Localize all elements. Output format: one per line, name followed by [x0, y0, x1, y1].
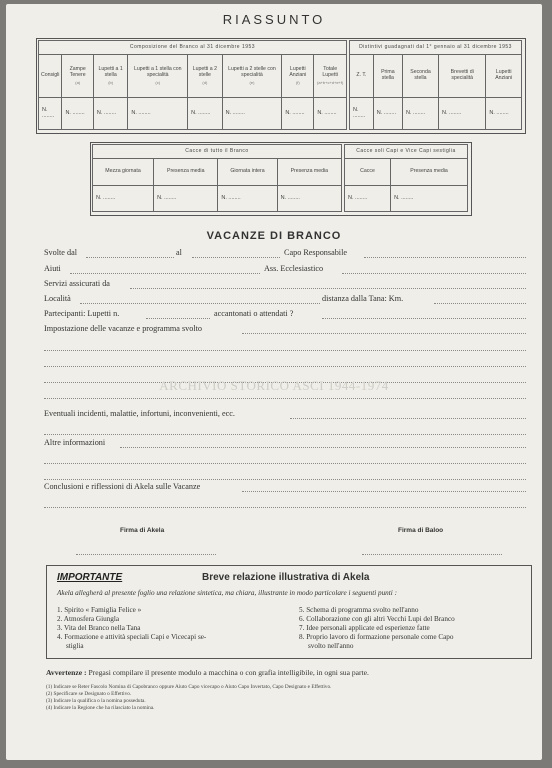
accantonati-field[interactable] — [322, 318, 526, 319]
servizi-field[interactable] — [130, 288, 526, 289]
column-header — [128, 54, 188, 97]
column-header — [93, 159, 154, 185]
importante-list-right — [299, 606, 455, 651]
column-header — [154, 159, 218, 185]
list-item: 4. Formazione e attività speciali Capi e Vicecapi se- — [57, 633, 207, 641]
count-cell[interactable]: N. ........ — [222, 97, 282, 129]
footnote: (2) Specificare se Designato o Effettivo. — [46, 691, 132, 697]
column-header — [391, 159, 468, 185]
column-label: Seconda stella — [410, 68, 431, 81]
list-item: 1. Spirito « Famiglia Felice » — [57, 606, 142, 614]
accantonati-label: accantonati o attendati ? — [214, 309, 294, 318]
list-item: stiglia — [66, 642, 84, 650]
conclusioni-field-1[interactable] — [242, 491, 526, 492]
hunts-capi-table — [344, 144, 468, 212]
aiuti-label: Aiuti — [44, 264, 61, 273]
column-header — [188, 54, 222, 97]
importante-label: IMPORTANTE — [57, 572, 123, 583]
archive-watermark: ARCHIVIO STORICO ASCI 1944-1974 — [159, 378, 389, 393]
column-header — [373, 54, 402, 97]
importante-box — [46, 565, 532, 659]
list-item: 3. Vita del Branco nella Tana — [57, 624, 141, 632]
vacanze-heading: VACANZE DI BRANCO — [206, 230, 342, 242]
distanza-field[interactable] — [434, 303, 526, 304]
avvertenze-text: Pregasi compilare il presente modulo a macchina o con grafia intelligibile, in ogni sua parte. — [88, 668, 369, 677]
conclusioni-label: Conclusioni e riflessioni di Akela sulle Vacanze — [44, 482, 201, 491]
list-item: 5. Schema di programma svolto nell'anno — [299, 606, 419, 614]
composition-header: Composizione del Branco al 31 dicembre 1953 — [39, 41, 347, 55]
aiuti-field[interactable] — [70, 273, 260, 274]
column-note: (c) — [155, 79, 161, 85]
page-title: RIASSUNTO — [222, 12, 326, 27]
column-label: Prima stella — [381, 68, 395, 81]
al-field[interactable] — [192, 257, 280, 258]
badges-header: Distintivi guadagnati dal 1° gennaio al 31 dicembre 1953 — [350, 41, 522, 55]
list-item: svolto nell'anno — [308, 642, 354, 650]
count-cell[interactable]: N. ........ — [345, 185, 391, 211]
hunts-capi-header: Cacce soli Capi e Vice Capi sestiglia — [345, 145, 468, 159]
distanza-label: distanza dalla Tana: Km. — [322, 294, 404, 303]
column-header — [39, 54, 62, 97]
column-header — [277, 159, 341, 185]
footnotes — [46, 684, 331, 712]
altre-informazioni-label: Altre informazioni — [44, 438, 106, 447]
badges-table — [349, 40, 522, 130]
svolte-dal-field[interactable] — [86, 257, 174, 258]
column-header — [93, 54, 127, 97]
al-label: al — [176, 248, 182, 257]
column-label: Lupetti Anziani — [495, 68, 513, 81]
ass-ecclesiastico-label: Ass. Ecclesiastico — [264, 264, 324, 273]
form-sheet — [6, 4, 542, 760]
column-label: Presenza media — [410, 167, 448, 174]
footnote: (4) Indicare la Regione che ha rilasciato la nomina. — [46, 705, 155, 711]
firma-akela-field[interactable] — [76, 554, 216, 555]
footnote: (1) Indicare se Reter Fascolo Nomina di Capobranco oppure Aiuto Capo vicecapo o Aiuto Capo Invertato, Capo Designato e Effettivo. — [46, 684, 332, 690]
impostazione-field-2[interactable] — [44, 350, 526, 351]
avvertenze — [46, 668, 369, 677]
count-cell[interactable]: N. ........ — [314, 97, 347, 129]
column-note: (d) — [202, 79, 208, 85]
servizi-label: Servizi assicurati da — [44, 279, 110, 288]
column-header — [402, 54, 438, 97]
column-label: Zampe Tenere — [69, 65, 86, 78]
count-cell[interactable]: N. ........ — [154, 185, 218, 211]
column-label: Consigli — [41, 71, 60, 78]
impostazione-label: Impostazione delle vacanze e programma svolto — [44, 324, 203, 333]
count-cell[interactable]: N. ........ — [62, 97, 93, 129]
column-header — [314, 54, 347, 97]
column-label: Lupetti a 2 stelle con specialità — [228, 65, 276, 78]
column-header — [439, 54, 486, 97]
count-cell[interactable]: N. ........ — [128, 97, 188, 129]
count-cell[interactable]: N. ........ — [218, 185, 277, 211]
count-cell[interactable]: N. ........ — [439, 97, 486, 129]
column-note: (f) — [295, 79, 300, 85]
incidenti-label: Eventuali incidenti, malattie, infortuni, inconvenienti, ecc. — [44, 409, 235, 418]
column-label: Mezza giornata — [105, 167, 141, 174]
column-label: Totale Lupetti — [322, 65, 338, 78]
impostazione-field-1[interactable] — [242, 333, 526, 334]
firma-baloo-label: Firma di Baloo — [398, 527, 444, 534]
count-cell[interactable]: N. ........ — [277, 185, 341, 211]
importante-intro: Akela allegherà al presente foglio una relazione sintetica, ma chiara, illustrante in modo particolare i seguenti punti : — [57, 589, 397, 597]
hunts-branco-table — [92, 144, 342, 212]
avvertenze-label: Avvertenze : — [46, 668, 87, 677]
count-cell[interactable]: N. ........ — [93, 185, 154, 211]
partecipanti-field[interactable] — [146, 318, 210, 319]
column-label: Brevetti di specialità — [450, 68, 474, 81]
impostazione-field-5[interactable] — [44, 398, 526, 399]
count-cell[interactable]: N. ........ — [402, 97, 438, 129]
count-cell[interactable]: N. ........ — [39, 97, 62, 129]
capo-responsabile-field[interactable] — [364, 257, 526, 258]
column-header — [218, 159, 277, 185]
count-cell[interactable]: N. ........ — [188, 97, 222, 129]
column-header — [222, 54, 282, 97]
localita-field[interactable] — [80, 303, 320, 304]
capo-responsabile-label: Capo Responsabile — [284, 248, 347, 257]
count-cell[interactable]: N. ........ — [93, 97, 127, 129]
conclusioni-field-2[interactable] — [44, 507, 526, 508]
column-label: Lupetti a 1 stella — [98, 65, 123, 78]
incidenti-field-1[interactable] — [290, 418, 526, 419]
column-label: Lupetti Anziani — [289, 65, 307, 78]
svolte-dal-label: Svolte dal — [44, 248, 77, 257]
count-cell[interactable]: N. ........ — [350, 97, 374, 129]
column-note: (e) — [249, 79, 255, 85]
impostazione-field-3[interactable] — [44, 366, 526, 367]
column-label: Lupetti a 2 stelle — [192, 65, 217, 78]
list-item: 2. Atmosfera Giungla — [57, 615, 120, 623]
count-cell[interactable]: N. ........ — [282, 97, 314, 129]
altre-field-3[interactable] — [44, 479, 526, 480]
firma-baloo-field[interactable] — [362, 554, 502, 555]
count-cell[interactable]: N. ........ — [486, 97, 522, 129]
column-header — [282, 54, 314, 97]
column-header — [345, 159, 391, 185]
branco-composition-table — [38, 40, 347, 130]
importante-heading: Breve relazione illustrativa di Akela — [202, 572, 370, 583]
altre-field-1[interactable] — [120, 447, 526, 448]
localita-label: Località — [44, 294, 71, 303]
column-label: Presenza media — [166, 167, 205, 174]
footnote: (3) Indicare la qualifica o la nomina posseduta. — [46, 698, 146, 704]
column-note: (a+b+c+d+e+f) — [316, 79, 344, 85]
column-label: Z. T. — [356, 71, 367, 78]
importante-list-left — [57, 606, 206, 651]
column-label: Giornata intera — [230, 167, 265, 174]
count-cell[interactable]: N. ........ — [373, 97, 402, 129]
list-item: 8. Proprio lavoro di formazione personale come Capo — [299, 633, 454, 641]
column-label: Lupetti a 1 stella con specialità — [133, 65, 182, 78]
ass-ecclesiastico-field[interactable] — [342, 273, 526, 274]
firma-akela-label: Firma di Akela — [120, 527, 165, 534]
list-item: 7. Idee personali applicate ed esperienze fatte — [299, 624, 430, 632]
column-note: (b) — [108, 79, 114, 85]
altre-field-2[interactable] — [44, 463, 526, 464]
count-cell[interactable]: N. ........ — [391, 185, 468, 211]
column-header — [486, 54, 522, 97]
partecipanti-label: Partecipanti: Lupetti n. — [44, 309, 120, 318]
column-label: Presenza media — [290, 167, 329, 174]
column-label: Cacce — [360, 167, 375, 174]
column-note: (a) — [75, 79, 81, 85]
incidenti-field-2[interactable] — [44, 434, 526, 435]
hunts-branco-header: Cacce di tutto il Branco — [93, 145, 342, 159]
column-header — [62, 54, 93, 97]
column-header — [350, 54, 374, 97]
list-item: 6. Collaborazione con gli altri Vecchi Lupi del Branco — [299, 615, 455, 623]
